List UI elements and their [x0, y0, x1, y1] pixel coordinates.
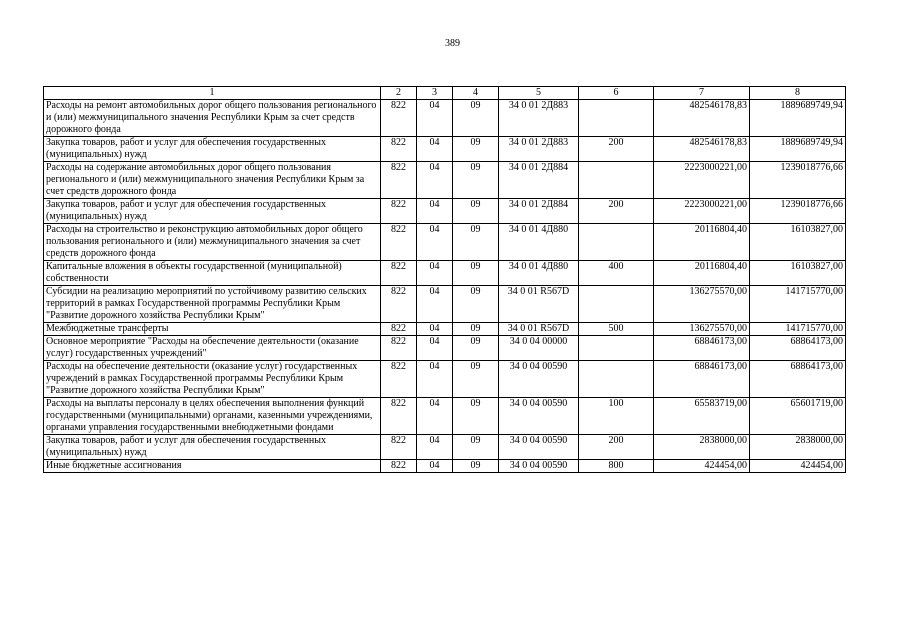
- section-code-cell: 04: [417, 336, 453, 361]
- subsection-code-cell: 09: [453, 162, 499, 199]
- ministry-code-cell: 822: [381, 162, 417, 199]
- subsection-code-cell: 09: [453, 435, 499, 460]
- expense-type-cell: 500: [579, 323, 654, 336]
- ministry-code-cell: 822: [381, 361, 417, 398]
- target-article-cell: 34 0 01 R567D: [499, 323, 579, 336]
- table-row: [44, 162, 846, 199]
- amount-year2-cell: 1239018776,66: [750, 162, 846, 199]
- amount-year2-cell: 2838000,00: [750, 435, 846, 460]
- section-code-cell: 04: [417, 137, 453, 162]
- row-name-cell: Иные бюджетные ассигнования: [44, 460, 381, 473]
- table-row: [44, 361, 846, 398]
- amount-year1-cell: 136275570,00: [654, 323, 750, 336]
- subsection-code-cell: 09: [453, 224, 499, 261]
- table-row: [44, 199, 846, 224]
- subsection-code-cell: 09: [453, 199, 499, 224]
- amount-year2-cell: 1889689749,94: [750, 100, 846, 137]
- subsection-code-cell: 09: [453, 286, 499, 323]
- target-article-cell: 34 0 01 2Д884: [499, 162, 579, 199]
- subsection-code-cell: 09: [453, 398, 499, 435]
- amount-year1-cell: 2223000221,00: [654, 162, 750, 199]
- amount-year2-cell: 16103827,00: [750, 261, 846, 286]
- subsection-code-cell: 09: [453, 460, 499, 473]
- subsection-code-cell: 09: [453, 323, 499, 336]
- table-row: [44, 336, 846, 361]
- section-code-cell: 04: [417, 162, 453, 199]
- expense-type-cell: [579, 336, 654, 361]
- table-row: [44, 460, 846, 473]
- section-code-cell: 04: [417, 398, 453, 435]
- table-row: [44, 398, 846, 435]
- table-row: [44, 261, 846, 286]
- row-name-cell: Субсидии на реализацию мероприятий по устойчивому развитию сельских территорий в рамках Государственной программы Республики Крым "Развитие дорожного хозяйства Республики Крым": [44, 286, 381, 323]
- column-header: 1: [44, 87, 381, 100]
- target-article-cell: 34 0 01 2Д884: [499, 199, 579, 224]
- table-row: [44, 286, 846, 323]
- subsection-code-cell: 09: [453, 100, 499, 137]
- ministry-code-cell: 822: [381, 286, 417, 323]
- row-name-cell: Расходы на ремонт автомобильных дорог общего пользования регионального и (или) межмуниципального значения Республики Крым за счет средств дорожного фонда: [44, 100, 381, 137]
- target-article-cell: 34 0 04 00000: [499, 336, 579, 361]
- expense-type-cell: 400: [579, 261, 654, 286]
- ministry-code-cell: 822: [381, 460, 417, 473]
- section-code-cell: 04: [417, 100, 453, 137]
- ministry-code-cell: 822: [381, 323, 417, 336]
- amount-year1-cell: 20116804,40: [654, 224, 750, 261]
- section-code-cell: 04: [417, 435, 453, 460]
- table-row: [44, 100, 846, 137]
- target-article-cell: 34 0 01 4Д880: [499, 261, 579, 286]
- target-article-cell: 34 0 01 R567D: [499, 286, 579, 323]
- expense-type-cell: 800: [579, 460, 654, 473]
- amount-year1-cell: 482546178,83: [654, 100, 750, 137]
- row-name-cell: Закупка товаров, работ и услуг для обеспечения государственных (муниципальных) нужд: [44, 199, 381, 224]
- target-article-cell: 34 0 04 00590: [499, 460, 579, 473]
- amount-year1-cell: 424454,00: [654, 460, 750, 473]
- row-name-cell: Закупка товаров, работ и услуг для обеспечения государственных (муниципальных) нужд: [44, 137, 381, 162]
- column-header: 3: [417, 87, 453, 100]
- row-name-cell: Расходы на строительство и реконструкцию автомобильных дорог общего пользования регионального и (или) межмуниципального значения за счет средств дорожного фонда: [44, 224, 381, 261]
- amount-year2-cell: 68864173,00: [750, 336, 846, 361]
- header-row: [44, 87, 846, 100]
- row-name-cell: Закупка товаров, работ и услуг для обеспечения государственных (муниципальных) нужд: [44, 435, 381, 460]
- expense-type-cell: [579, 162, 654, 199]
- amount-year1-cell: 68846173,00: [654, 336, 750, 361]
- ministry-code-cell: 822: [381, 224, 417, 261]
- ministry-code-cell: 822: [381, 100, 417, 137]
- section-code-cell: 04: [417, 286, 453, 323]
- target-article-cell: 34 0 01 2Д883: [499, 100, 579, 137]
- budget-table: [43, 86, 846, 473]
- ministry-code-cell: 822: [381, 137, 417, 162]
- column-header: 8: [750, 87, 846, 100]
- row-name-cell: Основное мероприятие "Расходы на обеспечение деятельности (оказание услуг) государственных учреждений": [44, 336, 381, 361]
- subsection-code-cell: 09: [453, 137, 499, 162]
- expense-type-cell: [579, 224, 654, 261]
- row-name-cell: Расходы на обеспечение деятельности (оказание услуг) государственных учреждений в рамках Государственной программы Республики Крым "Развитие дорожного хозяйства Республики Крым": [44, 361, 381, 398]
- page-number: 389: [445, 38, 460, 49]
- target-article-cell: 34 0 01 2Д883: [499, 137, 579, 162]
- amount-year2-cell: 16103827,00: [750, 224, 846, 261]
- ministry-code-cell: 822: [381, 199, 417, 224]
- amount-year2-cell: 68864173,00: [750, 361, 846, 398]
- table-row: [44, 323, 846, 336]
- expense-type-cell: 100: [579, 398, 654, 435]
- amount-year2-cell: 65601719,00: [750, 398, 846, 435]
- amount-year2-cell: 1239018776,66: [750, 199, 846, 224]
- column-header: 4: [453, 87, 499, 100]
- amount-year1-cell: 136275570,00: [654, 286, 750, 323]
- section-code-cell: 04: [417, 224, 453, 261]
- table-row: [44, 137, 846, 162]
- section-code-cell: 04: [417, 323, 453, 336]
- amount-year1-cell: 20116804,40: [654, 261, 750, 286]
- section-code-cell: 04: [417, 361, 453, 398]
- amount-year2-cell: 1889689749,94: [750, 137, 846, 162]
- amount-year1-cell: 2223000221,00: [654, 199, 750, 224]
- expense-type-cell: 200: [579, 137, 654, 162]
- row-name-cell: Расходы на содержание автомобильных дорог общего пользования регионального и (или) межмуниципального значения Республики Крым за счет средств дорожного фонда: [44, 162, 381, 199]
- column-header: 5: [499, 87, 579, 100]
- amount-year1-cell: 68846173,00: [654, 361, 750, 398]
- column-header: 7: [654, 87, 750, 100]
- subsection-code-cell: 09: [453, 261, 499, 286]
- expense-type-cell: [579, 361, 654, 398]
- target-article-cell: 34 0 04 00590: [499, 398, 579, 435]
- section-code-cell: 04: [417, 261, 453, 286]
- expense-type-cell: 200: [579, 199, 654, 224]
- table-row: [44, 224, 846, 261]
- ministry-code-cell: 822: [381, 435, 417, 460]
- subsection-code-cell: 09: [453, 336, 499, 361]
- column-header: 6: [579, 87, 654, 100]
- expense-type-cell: [579, 100, 654, 137]
- amount-year2-cell: 141715770,00: [750, 286, 846, 323]
- expense-type-cell: [579, 286, 654, 323]
- amount-year1-cell: 482546178,83: [654, 137, 750, 162]
- row-name-cell: Расходы на выплаты персоналу в целях обеспечения выполнения функций государственными (муниципальными) органами, казенными учреждениями, органами управления государственными внебюджетными фондами: [44, 398, 381, 435]
- amount-year2-cell: 141715770,00: [750, 323, 846, 336]
- subsection-code-cell: 09: [453, 361, 499, 398]
- target-article-cell: 34 0 04 00590: [499, 361, 579, 398]
- amount-year1-cell: 2838000,00: [654, 435, 750, 460]
- ministry-code-cell: 822: [381, 336, 417, 361]
- ministry-code-cell: 822: [381, 261, 417, 286]
- amount-year1-cell: 65583719,00: [654, 398, 750, 435]
- section-code-cell: 04: [417, 199, 453, 224]
- table-row: [44, 435, 846, 460]
- target-article-cell: 34 0 01 4Д880: [499, 224, 579, 261]
- row-name-cell: Межбюджетные трансферты: [44, 323, 381, 336]
- amount-year2-cell: 424454,00: [750, 460, 846, 473]
- target-article-cell: 34 0 04 00590: [499, 435, 579, 460]
- row-name-cell: Капитальные вложения в объекты государственной (муниципальной) собственности: [44, 261, 381, 286]
- section-code-cell: 04: [417, 460, 453, 473]
- ministry-code-cell: 822: [381, 398, 417, 435]
- column-header: 2: [381, 87, 417, 100]
- expense-type-cell: 200: [579, 435, 654, 460]
